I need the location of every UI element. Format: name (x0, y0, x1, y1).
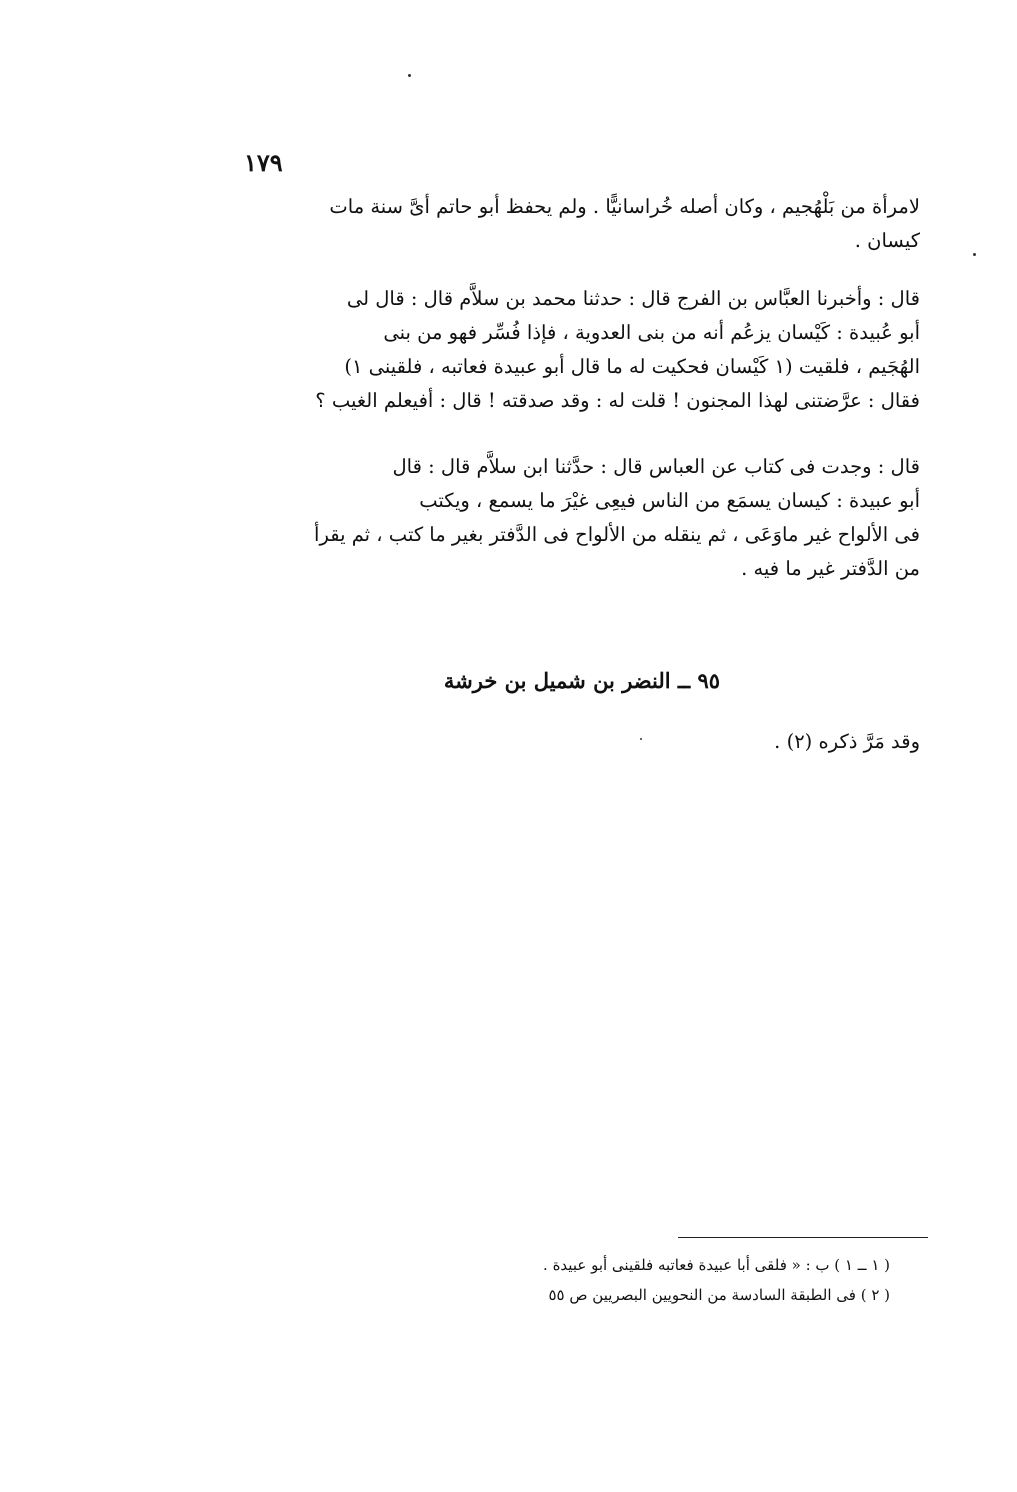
page-number: ١٧٩ (244, 148, 283, 177)
text-line: لامرأة من بَلْهُجيم ، وكان أصله خُراسانيًّا . ولم يحفظ أبو حاتم أىَّ سنة مات (329, 195, 920, 218)
text-line: قال : وأخبرنا العبَّاس بن الفرج قال : حدثنا محمد بن سلاَّم قال : قال لى (346, 287, 920, 310)
text-line: أبو عبيدة : كيسان يسمَع من الناس فيعِى غيْرَ ما يسمع ، ويكتب (419, 489, 920, 512)
paragraph-2 (244, 282, 920, 418)
short-line: وقد مَرَّ ذكره (٢) . (774, 730, 920, 753)
text-line: من الدَّفتر غير ما فيه . (741, 557, 920, 580)
footnotes (244, 1250, 890, 1310)
text-line: قال : وجدت فى كتاب عن العباس قال : حدَّثنا ابن سلاَّم قال : قال (392, 455, 920, 478)
section-heading: ٩٥ ــ النضر بن شميل بن خرشة (443, 668, 721, 693)
text-line: أبو عُبيدة : كَيْسان يزعُم أنه من بنى العدوية ، فإذا فُسِّر فهو من بنى (383, 321, 920, 344)
text-line: كيسان . (854, 229, 920, 252)
text-line: فقال : عرَّضتنى لهذا المجنون ! قلت له : وقد صدقته ! قال : أفيعلم الغيب ؟ (315, 389, 920, 412)
paragraph-3 (244, 450, 920, 586)
footnote-2: ( ٢ ) فى الطبقة السادسة من النحويين البصريين ص ٥٥ (548, 1286, 890, 1304)
scan-speck (973, 253, 976, 256)
scan-speck (640, 738, 642, 740)
footnote-1: ( ١ ــ ١ ) ب : « فلقى أبا عبيدة فعاتبه فلقينى أبو عبيدة . (543, 1256, 890, 1274)
paragraph-1 (244, 190, 920, 258)
footnote-rule (678, 1237, 928, 1238)
scan-speck (408, 74, 411, 77)
text-line: الهُجَيم ، فلقيت (١ كَيْسان فحكيت له ما قال أبو عبيدة فعاتبه ، فلقينى ١) (344, 355, 920, 378)
text-line: فى الألواح غير ماوَعَى ، ثم ينقله من الألواح فى الدَّفتر بغير ما كتب ، ثم يقرأ (314, 523, 920, 546)
